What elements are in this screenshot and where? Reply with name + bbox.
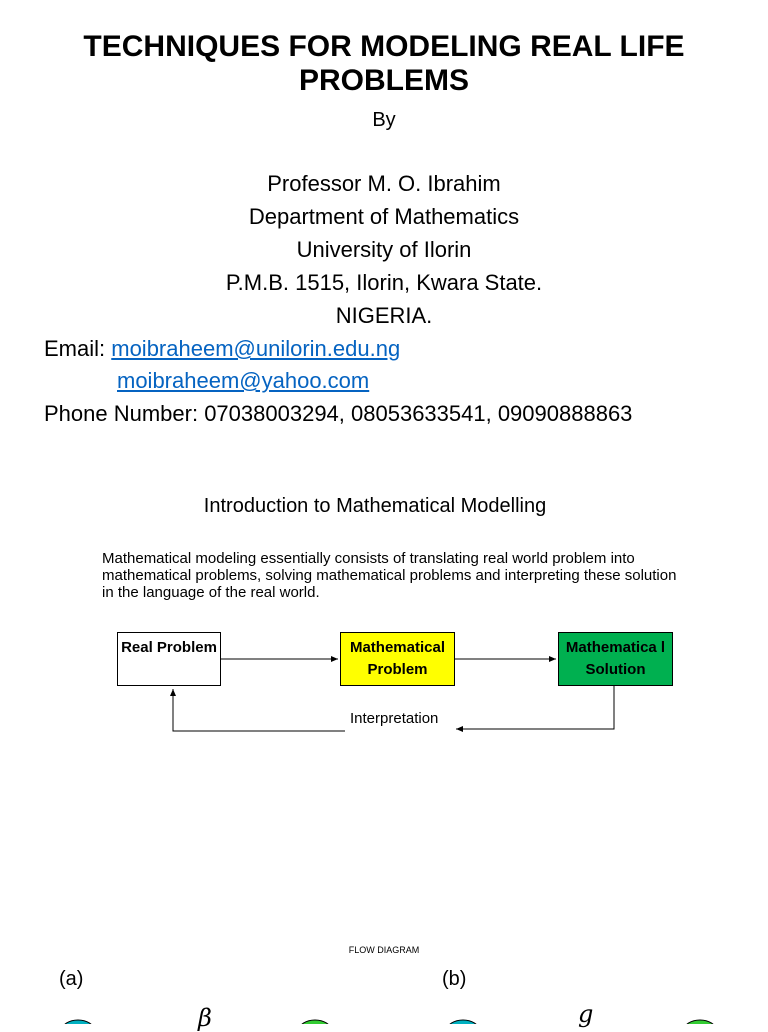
email-link-unilorin[interactable]: moibraheem@unilorin.edu.ng — [111, 336, 401, 361]
figure-b-node-right — [684, 1020, 716, 1024]
intro-paragraph: Mathematical modeling essentially consists of translating real world problem into mathematical problems, solving mathematical problems and interpreting these solution in the language of the real world. — [102, 550, 677, 601]
author-university: University of Ilorin — [296, 237, 472, 262]
by-line: By — [372, 109, 396, 131]
figure-b-symbol: g — [578, 1000, 594, 1028]
box-mathematical-solution: Mathematica l Solution — [558, 632, 673, 686]
author-country: NIGERIA. — [335, 303, 433, 328]
box-mathematical-problem: Mathematical Problem — [340, 632, 455, 686]
email-label: Email: — [44, 336, 112, 361]
figure-a-symbol: β — [198, 1004, 212, 1032]
figure-a-node-right — [299, 1020, 331, 1024]
box-real-problem: Real Problem — [117, 632, 221, 686]
arrow-solution-to-interpretation — [456, 686, 614, 729]
figure-label-b: (b) — [442, 968, 467, 990]
intro-heading: Introduction to Mathematical Modelling — [203, 495, 547, 517]
flow-diagram-caption: FLOW DIAGRAM — [348, 945, 420, 955]
email-link-yahoo[interactable]: moibraheem@yahoo.com — [117, 368, 370, 393]
arrow-interpretation-to-real — [173, 689, 345, 731]
figure-label-a: (a) — [59, 968, 84, 990]
interpretation-label: Interpretation — [350, 710, 439, 727]
author-address: P.M.B. 1515, Ilorin, Kwara State. — [225, 270, 543, 295]
phone-number: Phone Number: 07038003294, 08053633541, 09090888863 — [44, 401, 633, 426]
figure-a-node-left — [62, 1020, 94, 1024]
author-department: Department of Mathematics — [248, 204, 520, 229]
figure-b-node-left — [447, 1020, 479, 1024]
document-title: TECHNIQUES FOR MODELING REAL LIFE PROBLEMS — [83, 30, 685, 97]
author-name: Professor M. O. Ibrahim — [267, 171, 501, 196]
